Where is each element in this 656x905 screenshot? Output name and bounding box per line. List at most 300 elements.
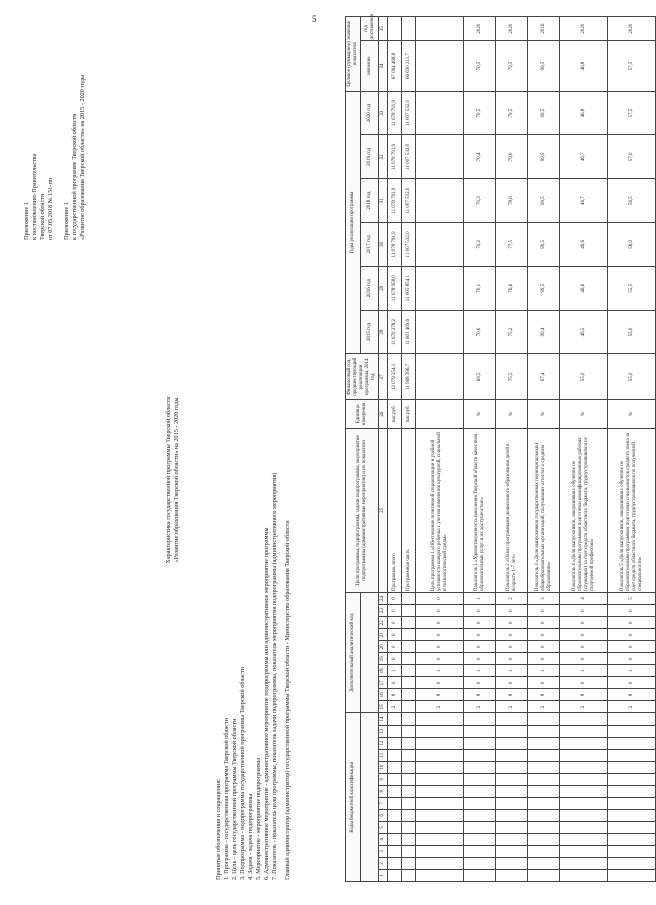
code-cell <box>402 689 416 701</box>
code-cell: 0 <box>464 617 496 629</box>
code-cell <box>464 749 496 761</box>
header-budget-codes: Коды бюджетной классификации <box>346 713 361 882</box>
header-unit: Единица измерения <box>346 400 379 428</box>
row-value-year: 11 078 791,9 <box>388 91 402 135</box>
note-line: 4. Задача - задача подпрограммы <box>247 793 254 880</box>
header-years: Годы реализации программы <box>346 91 361 354</box>
code-cell <box>528 749 560 761</box>
note-line: 7. Показатель - показатель цели программы, показатель задачи подпрограммы, показатель мероприятия подпрограммы (административного мероприятия) <box>271 472 278 880</box>
code-cell: 0 <box>560 617 608 629</box>
row-target-year: 2016 <box>528 17 560 41</box>
code-cell: 0 <box>388 617 402 629</box>
code-cell: 0 <box>496 653 528 665</box>
row-target-value: 99,5 <box>528 41 560 91</box>
code-cell: 1 <box>464 592 496 604</box>
code-cell: 0 <box>388 641 402 653</box>
code-cell <box>560 749 608 761</box>
code-cell: 2 <box>416 701 464 713</box>
code-cell <box>496 833 528 845</box>
code-cell <box>416 749 464 761</box>
column-number: 27 <box>379 354 388 400</box>
admin-line: Главный администратор (администратор) государственной программы Тверской области - Министерство образования Тверской области <box>284 520 291 880</box>
code-cell <box>560 785 608 797</box>
row-target-value: 79,5 <box>496 41 528 91</box>
row-value-year: 75,2 <box>496 310 528 354</box>
code-cell: 0 <box>388 677 402 689</box>
code-cell: 8 <box>496 689 528 701</box>
column-number: 8 <box>379 785 388 797</box>
code-cell <box>528 797 560 809</box>
code-cell <box>464 857 496 869</box>
row-value-year: 70,2 <box>464 223 496 267</box>
code-cell: 0 <box>464 653 496 665</box>
row-value-year: 57,0 <box>608 135 656 179</box>
code-cell <box>608 845 656 857</box>
row-value-year: 11 078 791,9 <box>388 223 402 267</box>
row-value-2014 <box>416 354 464 400</box>
row-value-year: 70,3 <box>464 179 496 223</box>
row-value-year: 11 601 469,6 <box>402 310 416 354</box>
row-value-year <box>416 223 464 267</box>
header-year-5: 2020 год <box>361 91 379 135</box>
code-cell <box>608 761 656 773</box>
code-cell: 8 <box>416 689 464 701</box>
code-cell <box>402 809 416 821</box>
row-value-year: 77,5 <box>496 223 528 267</box>
code-cell <box>388 713 402 725</box>
code-cell: 2 <box>496 592 528 604</box>
code-cell <box>388 833 402 845</box>
code-cell <box>402 677 416 689</box>
appendix-line: Приложение 1 <box>63 202 70 240</box>
code-cell <box>608 809 656 821</box>
column-number: 9 <box>379 773 388 785</box>
code-cell <box>402 641 416 653</box>
table-row <box>496 17 528 882</box>
header-additional-code: Дополнительный аналитический код <box>346 592 361 712</box>
column-number: 7 <box>379 797 388 809</box>
code-cell: 0 <box>464 605 496 617</box>
code-cell <box>560 797 608 809</box>
code-cell: 2 <box>388 701 402 713</box>
code-cell <box>402 653 416 665</box>
row-name: Показатель 4 «Доля выпускников, завершивших обучение по образовательным программам подготовки квалифицированных рабочих (служащих) за счет средств областного бюджета, трудоустроившихся по полученной профессии» <box>560 428 608 592</box>
code-cell: 1 <box>528 665 560 677</box>
code-cell <box>608 737 656 749</box>
column-number: 33 <box>379 91 388 135</box>
code-cell <box>560 761 608 773</box>
code-cell: 0 <box>388 592 402 604</box>
code-cell <box>496 869 528 881</box>
row-target-value: 57,5 <box>608 41 656 91</box>
column-number: 3 <box>379 845 388 857</box>
code-cell: 0 <box>416 629 464 641</box>
code-cell <box>416 857 464 869</box>
code-cell <box>416 785 464 797</box>
column-number: 16 <box>379 689 388 701</box>
code-cell <box>416 737 464 749</box>
row-target-year: 2020 <box>560 17 608 41</box>
column-number: 28 <box>379 310 388 354</box>
code-cell <box>560 773 608 785</box>
note-line: 5. Мероприятие - мероприятие подпрограммы <box>255 758 262 880</box>
code-cell <box>464 761 496 773</box>
row-value-year: 11 078 791,9 <box>388 135 402 179</box>
code-cell <box>560 821 608 833</box>
code-cell <box>388 725 402 737</box>
code-cell <box>388 845 402 857</box>
code-cell: 0 <box>608 641 656 653</box>
row-target-year <box>402 17 416 41</box>
code-cell: 0 <box>560 677 608 689</box>
row-value-year: 11 007 532,0 <box>402 179 416 223</box>
note-line: 3. Подпрограмма - подпрограмма государственной программы Тверской области <box>239 667 246 880</box>
header-year-3: 2018 год <box>361 179 379 223</box>
row-value-year <box>416 310 464 354</box>
appendix-line: от 07.05.2018 № 151-пп <box>47 177 54 240</box>
row-unit: тыс.руб. <box>402 400 416 428</box>
header-year-1: 2016 год <box>361 266 379 310</box>
code-cell: 8 <box>608 689 656 701</box>
code-cell: 2 <box>528 701 560 713</box>
code-cell <box>608 749 656 761</box>
row-name: Программа, всего <box>388 428 402 592</box>
column-number: 23 <box>379 605 388 617</box>
code-cell <box>496 797 528 809</box>
appendix-line: к постановлению Правительства <box>31 153 38 240</box>
row-value-year: 70,5 <box>464 91 496 135</box>
row-target-year <box>416 17 464 41</box>
header-fin-2014: Финансовый год, предшествующий реализации программы, 2014 год <box>346 354 379 400</box>
header-target: Целевое (суммарное) значение показателя <box>346 17 361 92</box>
code-cell: 5 <box>608 592 656 604</box>
row-value-year: 11 670 378,2 <box>388 310 402 354</box>
code-cell <box>528 725 560 737</box>
code-cell <box>464 845 496 857</box>
row-value-year: 56,0 <box>608 223 656 267</box>
appendix-line: Приложение 1 <box>23 202 30 240</box>
code-cell <box>496 845 528 857</box>
code-cell <box>560 869 608 881</box>
row-name: Цель программы 1 «Обеспечение позитивной социализации и учебной успешности каждого ребенка с учетом изменения культурной, социальной и технологической среды» <box>416 428 464 592</box>
row-name: Показатель 5 «Доля выпускников, завершивших обучение по образовательным программам подготовки специалистов среднего звена за счет средств областного бюджета, трудоустроившихся по полученной специальности» <box>608 428 656 592</box>
row-value-year: 46,7 <box>560 179 608 223</box>
row-value-year: 57,5 <box>608 91 656 135</box>
code-cell <box>560 845 608 857</box>
code-cell <box>388 761 402 773</box>
column-number: 25 <box>379 428 388 592</box>
row-target-year <box>388 17 402 41</box>
row-value-year: 99,5 <box>528 135 560 179</box>
code-cell <box>528 737 560 749</box>
code-cell: 8 <box>464 689 496 701</box>
code-cell: 0 <box>528 653 560 665</box>
column-number: 4 <box>379 833 388 845</box>
code-cell <box>608 857 656 869</box>
row-value-year: 46,5 <box>560 310 608 354</box>
code-cell: 1 <box>388 665 402 677</box>
row-target-value: 67 064 468,8 <box>388 41 402 91</box>
appendix-line: к государственной программе Тверской области <box>71 113 78 240</box>
row-value-year: 11 007 532,0 <box>402 135 416 179</box>
code-cell: 0 <box>560 653 608 665</box>
code-cell <box>402 605 416 617</box>
notes-block <box>215 80 292 880</box>
code-cell <box>402 833 416 845</box>
code-cell <box>608 785 656 797</box>
row-unit: % <box>560 400 608 428</box>
column-number: 19 <box>379 653 388 665</box>
row-value-year: 56,5 <box>608 179 656 223</box>
code-cell <box>416 773 464 785</box>
row-target-year: 2020 <box>608 17 656 41</box>
code-cell <box>464 713 496 725</box>
code-cell: 0 <box>388 605 402 617</box>
column-number: 35 <box>379 17 388 41</box>
title-line: Характеристика государственной программы Тверской области <box>165 396 172 564</box>
code-cell <box>496 821 528 833</box>
row-target-year: 2020 <box>496 17 528 41</box>
code-cell <box>496 857 528 869</box>
row-value-year: 11 007 532,0 <box>402 223 416 267</box>
code-cell <box>496 737 528 749</box>
column-number: 31 <box>379 179 388 223</box>
appendix-block <box>23 20 87 240</box>
row-value-year: 46,6 <box>560 266 608 310</box>
code-cell <box>388 737 402 749</box>
code-cell <box>528 869 560 881</box>
code-cell: 0 <box>464 677 496 689</box>
code-cell <box>496 773 528 785</box>
header-year-2: 2017 год <box>361 223 379 267</box>
code-cell <box>416 869 464 881</box>
code-cell: 0 <box>496 605 528 617</box>
code-cell: 0 <box>560 605 608 617</box>
code-cell: 0 <box>416 641 464 653</box>
column-number: 22 <box>379 617 388 629</box>
row-value-year: 46,7 <box>560 135 608 179</box>
code-cell <box>416 761 464 773</box>
code-cell <box>402 592 416 604</box>
row-value-2014: 69,5 <box>464 354 496 400</box>
row-value-2014: 12 079 254,1 <box>388 354 402 400</box>
code-cell <box>496 809 528 821</box>
code-cell <box>528 809 560 821</box>
column-number: 14 <box>379 713 388 725</box>
code-cell <box>464 725 496 737</box>
appendix-line: «Развитие образования Тверской области» на 2015 - 2020 годы <box>79 74 86 240</box>
code-cell <box>388 809 402 821</box>
code-cell: 2 <box>464 701 496 713</box>
code-cell: 1 <box>464 665 496 677</box>
code-cell <box>528 857 560 869</box>
column-number: 10 <box>379 761 388 773</box>
row-value-year: 55,0 <box>608 310 656 354</box>
code-cell <box>608 869 656 881</box>
code-cell: 0 <box>528 677 560 689</box>
column-number: 12 <box>379 737 388 749</box>
code-cell <box>464 737 496 749</box>
column-number: 13 <box>379 725 388 737</box>
code-cell: 1 <box>416 665 464 677</box>
code-cell: 0 <box>528 617 560 629</box>
code-cell <box>464 797 496 809</box>
code-cell: 1 <box>496 665 528 677</box>
row-unit: тыс.руб. <box>388 400 402 428</box>
row-value-year: 46,8 <box>560 91 608 135</box>
column-number: 5 <box>379 821 388 833</box>
row-value-year: 11 005 854,1 <box>402 266 416 310</box>
code-cell: 2 <box>560 701 608 713</box>
characteristics-table <box>345 13 656 882</box>
column-number: 2 <box>379 857 388 869</box>
row-value-year: 70,1 <box>464 266 496 310</box>
code-cell: 3 <box>528 592 560 604</box>
column-number: 17 <box>379 677 388 689</box>
row-value-year: 76,6 <box>496 266 528 310</box>
column-number: 6 <box>379 809 388 821</box>
code-cell <box>402 857 416 869</box>
code-cell: 0 <box>560 641 608 653</box>
code-cell <box>560 737 608 749</box>
header-year-0: 2015 год <box>361 310 379 354</box>
code-cell: 2 <box>496 701 528 713</box>
code-cell <box>416 713 464 725</box>
page-number: 5 <box>312 14 317 24</box>
row-value-year <box>416 179 464 223</box>
code-cell: 1 <box>608 665 656 677</box>
code-cell: 0 <box>388 653 402 665</box>
code-cell: 0 <box>608 653 656 665</box>
code-cell <box>560 833 608 845</box>
column-number: 24 <box>379 592 388 604</box>
code-cell <box>528 773 560 785</box>
table-row <box>608 17 656 882</box>
code-cell: 8 <box>560 689 608 701</box>
column-number: 1 <box>379 869 388 881</box>
row-value-year: 99,5 <box>528 223 560 267</box>
code-cell <box>560 725 608 737</box>
row-name: Показатель 1 «Удовлетворенность населения Тверской области качеством образовательных услуг и их доступностью» <box>464 428 496 592</box>
row-value-year: 70,0 <box>464 310 496 354</box>
title-line: «Развитие образования Тверской области» на 2015 - 2020 годы <box>173 397 180 563</box>
row-value-year: 99,5 <box>528 179 560 223</box>
code-cell <box>402 701 416 713</box>
column-number: 29 <box>379 266 388 310</box>
code-cell <box>388 797 402 809</box>
code-cell <box>496 761 528 773</box>
row-value-2014: 11 968 396,7 <box>402 354 416 400</box>
code-cell: 0 <box>496 677 528 689</box>
row-name: Программная часть <box>402 428 416 592</box>
note-line: Принятые обозначения и сокращения: <box>215 779 222 880</box>
header-value: значение <box>361 41 379 91</box>
row-unit: % <box>464 400 496 428</box>
table-row <box>528 17 560 882</box>
column-number: 30 <box>379 223 388 267</box>
row-value-year: 11 078 958,0 <box>388 266 402 310</box>
row-value-year: 46,6 <box>560 223 608 267</box>
code-cell <box>416 725 464 737</box>
row-target-value: 46,8 <box>560 41 608 91</box>
row-name: Показатель 3 «Доля выпускников государственных (муниципальных) общеобразовательных организаций, получивших аттестат о среднем образовании» <box>528 428 560 592</box>
column-number: 34 <box>379 41 388 91</box>
row-value-year: 79,0 <box>496 135 528 179</box>
code-cell <box>402 845 416 857</box>
row-value-year <box>416 135 464 179</box>
code-cell: 0 <box>496 629 528 641</box>
row-value-year: 11 007 532,0 <box>402 91 416 135</box>
code-cell <box>402 773 416 785</box>
code-cell: 0 <box>388 629 402 641</box>
code-cell: 0 <box>464 629 496 641</box>
code-cell <box>402 629 416 641</box>
code-cell: 0 <box>528 605 560 617</box>
code-cell <box>528 845 560 857</box>
code-cell <box>402 665 416 677</box>
row-target-year: 2020 <box>464 17 496 41</box>
code-cell <box>402 797 416 809</box>
code-cell <box>388 869 402 881</box>
landscape-sheet <box>15 10 643 890</box>
row-unit: % <box>528 400 560 428</box>
code-cell <box>528 761 560 773</box>
code-cell <box>402 617 416 629</box>
row-value-year: 79,5 <box>496 91 528 135</box>
code-cell <box>402 713 416 725</box>
code-cell: 0 <box>496 641 528 653</box>
code-cell: 0 <box>416 592 464 604</box>
header-name: Цели программы, подпрограммы, задачи подпрограммы, мероприятия подпрограммы (административные мероприятия) и их показатели <box>346 428 379 592</box>
row-target-value: 66 630 211,7 <box>402 41 416 91</box>
column-number: 20 <box>379 641 388 653</box>
note-line: 1. Программа - государственная программа Тверской области <box>223 718 230 880</box>
code-cell <box>388 821 402 833</box>
row-unit <box>416 400 464 428</box>
code-cell: 0 <box>608 677 656 689</box>
code-cell <box>608 713 656 725</box>
header-year-4: 2019 год <box>361 135 379 179</box>
table-row <box>560 17 608 882</box>
row-value-year <box>416 91 464 135</box>
code-cell <box>608 833 656 845</box>
column-number: 32 <box>379 135 388 179</box>
column-number: 11 <box>379 749 388 761</box>
note-line: 6. Административное мероприятие - административное мероприятие подпрограммы или административное мероприятие программы <box>263 527 270 880</box>
code-cell: 1 <box>560 665 608 677</box>
table-row <box>402 17 416 882</box>
code-cell: 8 <box>528 689 560 701</box>
code-cell: 0 <box>416 653 464 665</box>
code-cell: 4 <box>560 592 608 604</box>
code-cell <box>608 725 656 737</box>
code-cell <box>608 773 656 785</box>
code-cell <box>464 785 496 797</box>
row-value-year: 99,4 <box>528 310 560 354</box>
row-value-year: 70,4 <box>464 135 496 179</box>
column-number: 15 <box>379 701 388 713</box>
code-cell <box>464 809 496 821</box>
code-cell <box>402 737 416 749</box>
code-cell <box>402 761 416 773</box>
code-cell <box>402 785 416 797</box>
code-cell <box>416 809 464 821</box>
code-cell <box>528 785 560 797</box>
column-number: 18 <box>379 665 388 677</box>
code-cell <box>464 869 496 881</box>
code-cell <box>608 797 656 809</box>
row-value-year: 78,6 <box>496 179 528 223</box>
